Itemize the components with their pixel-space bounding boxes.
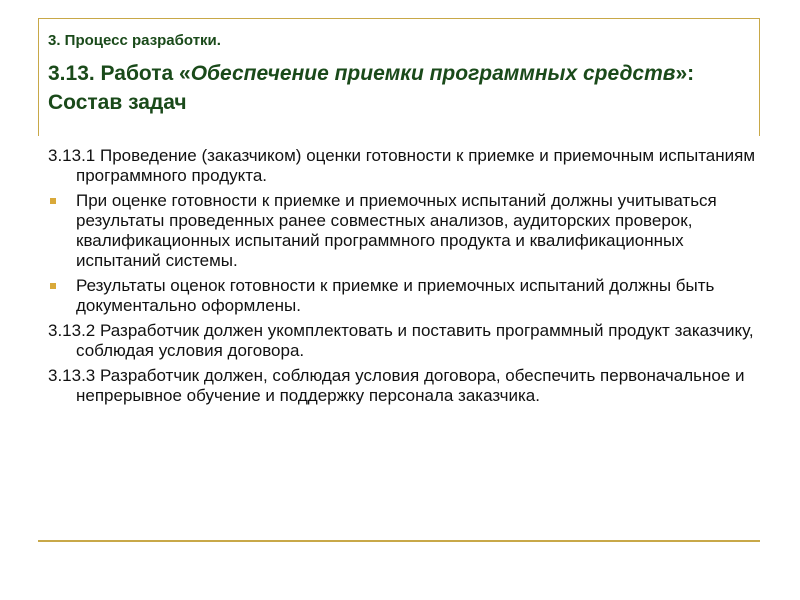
- square-bullet-icon: [50, 283, 56, 289]
- section-heading: 3. Процесс разработки.: [48, 32, 221, 49]
- title-suffix: »: Состав задач: [48, 62, 695, 114]
- bullet-item: [48, 276, 760, 316]
- paragraph-3-13-1: 3.13.1 Проведение (заказчиком) оценки готовности к приемке и приемочным испытаниям программного продукта.: [48, 146, 756, 185]
- bullet-text: При оценке готовности к приемке и приемочных испытаний должны учитываться результаты проведенных ранее совместных анализов, аудиторских проверок, квалификационных испытаний программного продукта и квалификационных испытаний системы.: [76, 191, 717, 270]
- bullet-text: Результаты оценок готовности к приемке и приемочных испытаний должны быть документально оформлены.: [76, 276, 715, 315]
- frame-right-line: [759, 18, 760, 136]
- title-prefix: 3.13. Работа «: [48, 62, 191, 85]
- slide-content: [48, 146, 760, 411]
- title-italic: Обеспечение приемки программных средств: [190, 62, 676, 85]
- square-bullet-icon: [50, 198, 56, 204]
- paragraph-3-13-3: 3.13.3 Разработчик должен, соблюдая условия договора, обеспечить первоначальное и непрерывное обучение и поддержку персонала заказчика.: [48, 366, 745, 405]
- frame-top-line: [38, 18, 760, 19]
- title-area: [48, 32, 748, 117]
- paragraph-3-13-2: 3.13.2 Разработчик должен укомплектовать и поставить программный продукт заказчику, соблюдая условия договора.: [48, 321, 754, 360]
- frame-bottom-line: [38, 540, 760, 542]
- bullet-item: [48, 191, 760, 271]
- frame-left-line: [38, 18, 39, 136]
- slide-title: [48, 59, 748, 117]
